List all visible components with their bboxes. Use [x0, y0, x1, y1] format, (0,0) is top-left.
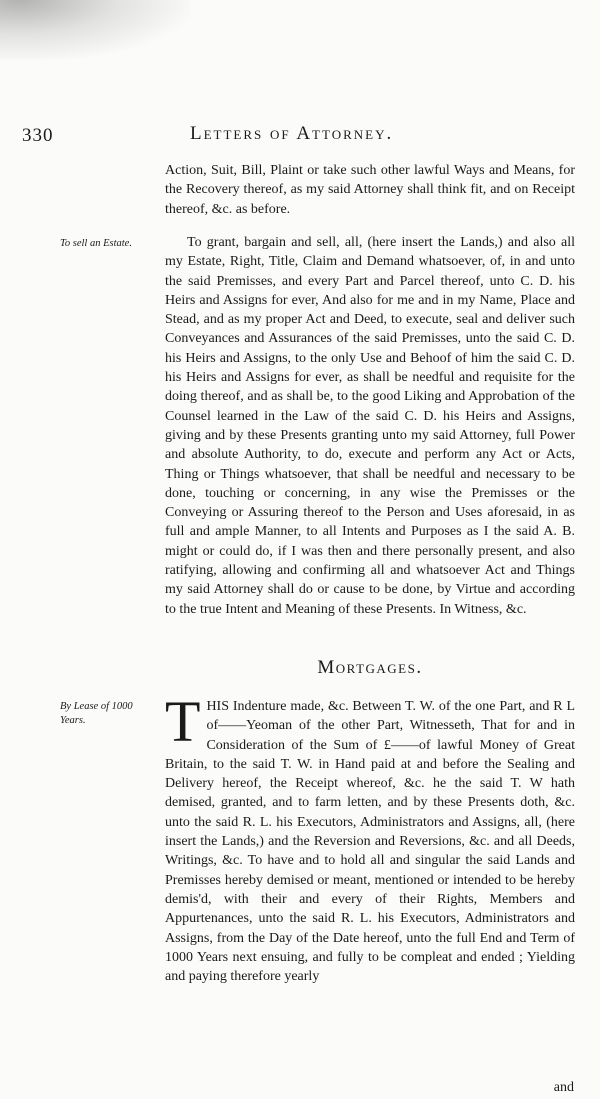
section-heading-mortgages: Mortgages. [317, 657, 423, 678]
mortgage-text: HIS Indenture made, &c. Between T. W. of the one Part, and R L of——Yeoman of the other Part, Witnesseth, That for and in Consideration of the Sum of £——of lawful Money of Great Britain, to the said T. W. in Hand paid at and before the Sealing and Delivery hereof, the Receipt whereof, &c. he the said T. W hath demised, granted, and to farm letten, and by these Presents doth, &c. unto the said R. L. his Executors, Administrators and Assigns, all, (here insert the Lands,) and the Reversion and Reversions, &c. and all Deeds, Writings, &c. To have and to hold all and singular the said Lands and Premisses hereby demised or meant, mentioned or intended to be hereby demis'd, with their and every of their Rights, Members and Appurtenances, unto the said R. L. his Executors, Administrators and Assigns, from the Day of the Date hereof, unto the full End and Term of 1000 Years next ensuing, and fully to be compleat and ended ; Yielding and paying therefore yearly [165, 699, 575, 985]
page-stain [0, 0, 190, 60]
drop-cap: T [165, 689, 201, 754]
running-head: Letters of Attorney. [190, 123, 394, 144]
mortgage-paragraph [165, 689, 575, 986]
catchword: and [553, 1080, 574, 1095]
estate-paragraph [165, 233, 575, 619]
estate-text: To grant, bargain and sell, all, (here insert the Lands,) and also all my Estate, Right, Title, Claim and Demand whatsoever, of, in and unto the said Premisses, and every Part and Parcel thereof, unto C. D. his Heirs and Assigns for ever, And also for me and in my Name, Place and Stead, and as my proper Act and Deed, to execute, seal and deliver such Conveyances and Assurances of the said Premisses, unto the said C. D. his Heirs and Assigns, to the only Use and Behoof of him the said C. D. his Heirs and Assigns for ever, as shall be needful and requisite for the doing thereof, and as shall be, to the good Liking and Approbation of the Counsel learned in the Law of the said C. D. his Heirs and Assigns, giving and by these Presents granting unto my said Attorney, full Power and absolute Authority, to do, execute and perform any Act or Acts, Thing or Things whatsoever, that shall be needful and necessary to be done, touching or concerning, in any wise the Premisses or the Conveying or Assuring thereof to the Person and Uses aforesaid, in as full and ample Manner, to all Intents and Purposes as I the said A. B. might or could do, if I was then and there personally present, and also ratifying, allowing and confirming all and whatsoever Act and Things my said Attorney shall do or cause to be done, by Virtue and according to the true Intent and Meaning of these Presents. In Witness, &c. [165, 235, 575, 617]
continuation-paragraph [165, 161, 575, 219]
margin-note-lease: By Lease of 1000 Years. [60, 701, 133, 726]
margin-note-estate: To sell an Estate. [60, 238, 132, 249]
continuation-text: Action, Suit, Bill, Plaint or take such other lawful Ways and Means, for the Recovery thereof, as my said Attorney shall think fit, and on Receipt thereof, &c. as before. [165, 163, 575, 217]
page-number: 330 [22, 125, 54, 146]
